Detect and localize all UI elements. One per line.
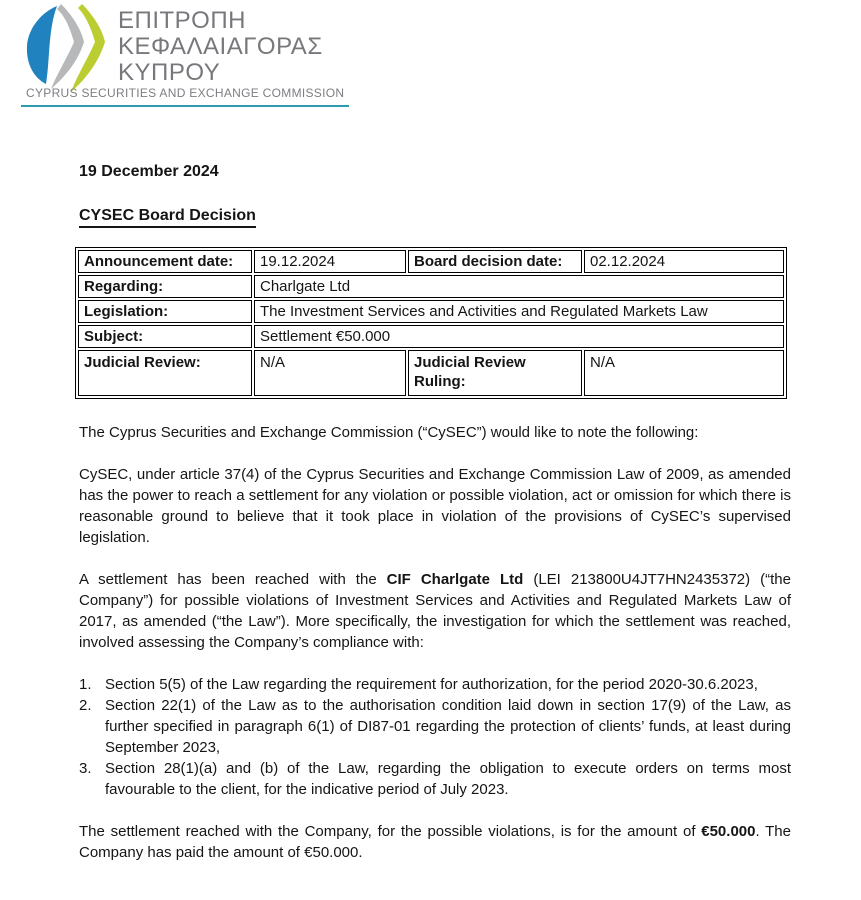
board-decision-date-value: 02.12.2024 [584,250,784,273]
table-row-subject [78,325,784,348]
regarding-value: Charlgate Ltd [254,275,784,298]
document-date: 19 December 2024 [79,163,219,180]
decision-info-table [75,247,787,399]
judicial-review-label: Judicial Review: [78,350,252,396]
logo-greek-line: ΚΕΦΑΛΑΙΑΓΟΡΑΣ [118,33,323,60]
regarding-label: Regarding: [78,275,252,298]
paragraph-settlement-power: CySEC, under article 37(4) of the Cyprus Securities and Exchange Commission Law of 2009, as amended has the power to reach a settlement for any violation or possible violation, act or omission for which there is reasonable ground to believe that it took place in violation of the provisions of CySEC’s supervised legislation. [79,466,791,546]
paragraph-intro: The Cyprus Securities and Exchange Commission (“CySEC”) would like to note the following: [79,424,699,441]
logo-greek-line: ΕΠΙΤΡΟΠΗ [118,7,247,34]
board-decision-date-label: Board decision date: [408,250,582,273]
logo-greek-line: ΚΥΠΡΟΥ [118,59,221,86]
list-item-text: Section 5(5) of the Law regarding the requirement for authorization, for the period 2020-30.6.2023, [105,676,758,693]
table-row-legislation [78,300,784,323]
logo-blue-shape [27,6,57,84]
violations-list [79,674,791,800]
subject-value: Settlement €50.000 [254,325,784,348]
logo-greek-text [118,8,323,86]
table-row-regarding [78,275,784,298]
cysec-logo-icon [24,4,114,96]
legislation-label: Legislation: [78,300,252,323]
judicial-review-value: N/A [254,350,406,396]
list-item-number: 2. [79,697,92,714]
subject-label: Subject: [78,325,252,348]
judicial-review-ruling-value: N/A [584,350,784,396]
list-item [79,695,791,758]
table-row-judicial-review [78,350,784,396]
table-row-dates [78,250,784,273]
list-item [79,758,791,800]
document-title: CYSEC Board Decision [79,207,791,228]
document-content [79,163,791,863]
judicial-review-ruling-label: Judicial Review Ruling: [408,350,582,396]
legislation-value: The Investment Services and Activities and Regulated Markets Law [254,300,784,323]
list-item-text: Section 22(1) of the Law as to the authorisation condition laid down in section 17(9) of the Law, as further specified in paragraph 6(1) of DI87-01 regarding the protection of clients’ funds, at least during September 2023, [105,697,791,756]
paragraph-settlement-amount: The settlement reached with the Company, for the possible violations, is for the amount of €50.000. The Company has paid the amount of €50.000. [79,823,791,861]
announcement-date-label: Announcement date: [78,250,252,273]
list-item-number: 3. [79,760,92,777]
paragraph-settlement-reached: A settlement has been reached with the CIF Charlgate Ltd (LEI 213800U4JT7HN2435372) (“the Company”) for possible violations of Investment Services and Activities and Regulated Markets Law of 2017, as amended (“the Law”). More specifically, the investigation for which the settlement was reached, involved assessing the Company’s compliance with: [79,571,791,651]
settlement-amount-bold: €50.000 [701,823,756,840]
announcement-date-value: 19.12.2024 [254,250,406,273]
list-item-number: 1. [79,676,92,693]
list-item-text: Section 28(1)(a) and (b) of the Law, regarding the obligation to execute orders on terms most favourable to the client, for the indicative period of July 2023. [105,760,791,798]
logo-english-text: CYPRUS SECURITIES AND EXCHANGE COMMISSION [21,86,349,107]
list-item [79,674,791,695]
company-name-bold: CIF Charlgate Ltd [386,571,524,588]
